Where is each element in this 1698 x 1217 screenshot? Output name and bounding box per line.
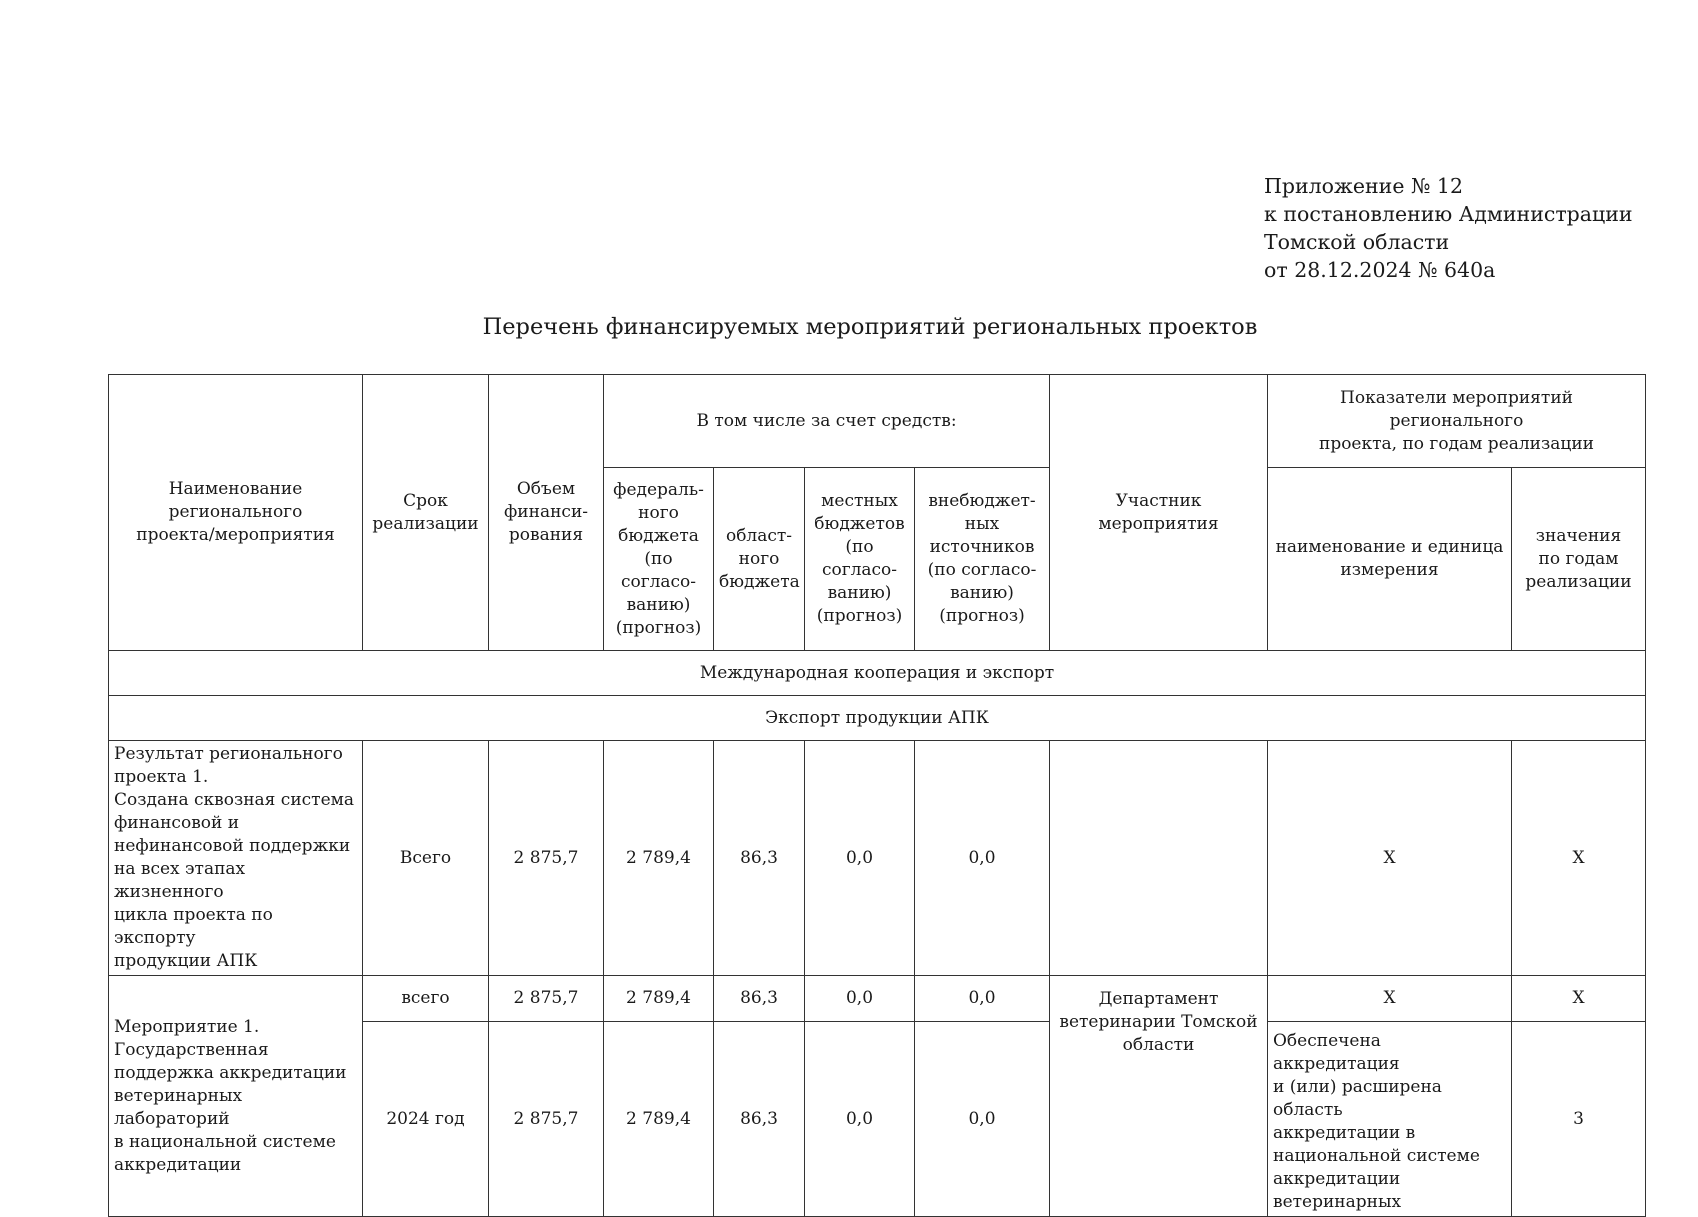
header-regional-budget: област- ного бюджета	[714, 468, 805, 651]
measure-term: 2024 год	[363, 1022, 489, 1217]
result-volume: 2 875,7	[489, 741, 604, 976]
measure-term: всего	[363, 976, 489, 1022]
header-term: Срок реализации	[363, 375, 489, 651]
appendix-region: Томской области	[1264, 230, 1450, 254]
result-term: Всего	[363, 741, 489, 976]
result-participant	[1050, 741, 1268, 976]
header-indicator-values: значения по годам реализации	[1512, 468, 1646, 651]
appendix-number: Приложение № 12	[1264, 174, 1463, 198]
header-local-budgets: местных бюджетов (по согласо- ванию) (прогноз)	[805, 468, 915, 651]
measure-regional: 86,3	[714, 1022, 805, 1217]
measure-extra: 0,0	[915, 976, 1050, 1022]
result-federal: 2 789,4	[604, 741, 714, 976]
measure-indicator-value: 3	[1512, 1022, 1646, 1217]
appendix-date: от 28.12.2024 № 640а	[1264, 258, 1496, 282]
measure-local: 0,0	[805, 1022, 915, 1217]
appendix-resolution: к постановлению Администрации	[1264, 202, 1633, 226]
header-including: В том числе за счет средств:	[604, 375, 1050, 468]
header-indicators: Показатели мероприятий регионального проекта, по годам реализации	[1268, 375, 1646, 468]
measure-local: 0,0	[805, 976, 915, 1022]
result-name: Результат регионального проекта 1. Создана сквозная система финансовой и нефинансовой поддержки на всех этапах жизненного цикла проекта по экспорту продукции АПК	[109, 741, 363, 976]
measure-indicator-name: X	[1268, 976, 1512, 1022]
measure-regional: 86,3	[714, 976, 805, 1022]
header-federal-budget: федераль- ного бюджета (по согласо- ванию) (прогноз)	[604, 468, 714, 651]
measure-participant: Департамент ветеринарии Томской области	[1050, 976, 1268, 1217]
projects-table	[108, 374, 1646, 1217]
result-local: 0,0	[805, 741, 915, 976]
measure-name: Мероприятие 1. Государственная поддержка аккредитации ветеринарных лабораторий в национальной системе аккредитации	[109, 976, 363, 1217]
section-row: Экспорт продукции АПК	[109, 696, 1646, 741]
result-extra: 0,0	[915, 741, 1050, 976]
measure-federal: 2 789,4	[604, 976, 714, 1022]
appendix-block	[1264, 172, 1633, 284]
header-volume: Объем финанси- рования	[489, 375, 604, 651]
result-indicator-name: X	[1268, 741, 1512, 976]
document-title: Перечень финансируемых мероприятий региональных проектов	[482, 314, 1258, 340]
measure-federal: 2 789,4	[604, 1022, 714, 1217]
result-indicator-value: X	[1512, 741, 1646, 976]
measure-indicator-value: X	[1512, 976, 1646, 1022]
header-indicator-name: наименование и единица измерения	[1268, 468, 1512, 651]
measure-extra: 0,0	[915, 1022, 1050, 1217]
measure-volume: 2 875,7	[489, 976, 604, 1022]
measure-indicator-name: Обеспечена аккредитация и (или) расширена область аккредитации в национальной системе аккредитации ветеринарных	[1268, 1022, 1512, 1217]
result-regional: 86,3	[714, 741, 805, 976]
header-project-name: Наименование регионального проекта/мероприятия	[109, 375, 363, 651]
measure-volume: 2 875,7	[489, 1022, 604, 1217]
section-row: Международная кооперация и экспорт	[109, 651, 1646, 696]
header-participant: Участник мероприятия	[1050, 375, 1268, 651]
header-extrabudgetary: внебюджет- ных источников (по согласо- ванию) (прогноз)	[915, 468, 1050, 651]
